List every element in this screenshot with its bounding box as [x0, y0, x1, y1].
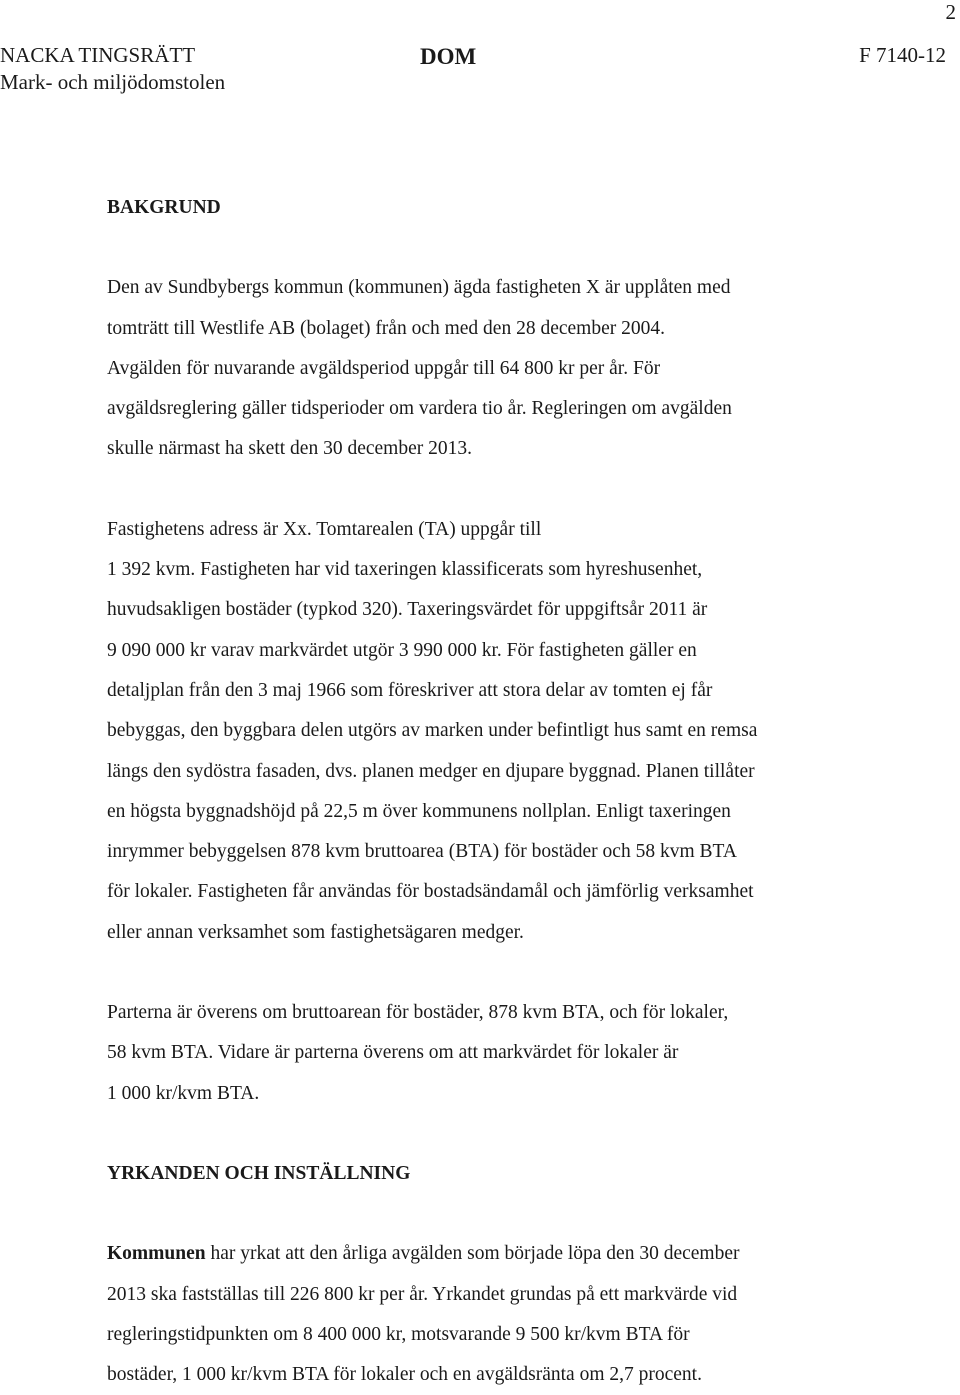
document-type: DOM — [420, 44, 477, 69]
section-heading-bakgrund: BAKGRUND — [107, 197, 221, 218]
text-line: 1 392 kvm. Fastigheten har vid taxeringen klassificerats som hyreshusenhet, — [107, 559, 703, 581]
page-number: 2 — [945, 0, 956, 24]
text-segment: har yrkat att den årliga avgälden som började löpa den 30 december — [205, 1243, 740, 1265]
document-body — [107, 188, 907, 1395]
text-line: inrymmer bebyggelsen 878 kvm bruttoarea (BTA) för bostäder och 58 kvm BTA — [107, 841, 737, 863]
text-line: skulle närmast ha skett den 30 december 2013. — [107, 438, 472, 460]
text-line: Avgälden för nuvarande avgäldsperiod uppgår till 64 800 kr per år. För — [107, 357, 661, 379]
text-line: avgäldsreglering gäller tidsperioder om vardera tio år. Regleringen om avgälden — [107, 398, 732, 420]
text-line: huvudsakligen bostäder (typkod 320). Taxeringsvärdet för uppgiftsår 2011 är — [107, 599, 708, 621]
text-line: tomträtt till Westlife AB (bolaget) från och med den 28 december 2004. — [107, 317, 665, 339]
paragraph-background-2 — [107, 510, 907, 953]
text-line: 1 000 kr/kvm BTA. — [107, 1082, 260, 1104]
text-line: bebyggas, den byggbara delen utgörs av marken under befintligt hus samt en remsa — [107, 720, 758, 742]
paragraph-claims-1 — [107, 1234, 907, 1395]
text-line: Den av Sundbybergs kommun (kommunen) ägda fastigheten X är upplåten med — [107, 277, 731, 299]
section-heading-yrkanden: YRKANDEN OCH INSTÄLLNING — [107, 1162, 411, 1184]
text-line: eller annan verksamhet som fastighetsägaren medger. — [107, 921, 524, 943]
text-line: 9 090 000 kr varav markvärdet utgör 3 990 000 kr. För fastigheten gäller en — [107, 639, 697, 661]
case-number: F 7140-12 — [859, 43, 946, 67]
paragraph-background-3 — [107, 993, 907, 1114]
text-line: 2013 ska fastställas till 226 800 kr per år. Yrkandet grundas på ett markvärde vid — [107, 1283, 738, 1305]
text-line: bostäder, 1 000 kr/kvm BTA för lokaler och en avgäldsränta om 2,7 procent. — [107, 1364, 702, 1386]
text-line: Fastighetens adress är Xx. Tomtarealen (TA) uppgår till — [107, 518, 542, 540]
text-line: detaljplan från den 3 maj 1966 som föreskriver att stora delar av tomten ej får — [107, 679, 713, 701]
text-line: för lokaler. Fastigheten får användas för bostadsändamål och jämförlig verksamhet — [107, 881, 754, 903]
text-line: 58 kvm BTA. Vidare är parterna överens om att markvärdet för lokaler är — [107, 1042, 679, 1064]
text-line: Parterna är överens om bruttoarean för bostäder, 878 kvm BTA, och för lokaler, — [107, 1002, 729, 1024]
text-line: regleringstidpunkten om 8 400 000 kr, motsvarande 9 500 kr/kvm BTA för — [107, 1323, 690, 1345]
text-line: längs den sydöstra fasaden, dvs. planen medger en djupare byggnad. Planen tillåter — [107, 760, 755, 782]
text-line: en högsta byggnadshöjd på 22,5 m över kommunens nollplan. Enligt taxeringen — [107, 800, 731, 822]
paragraph-background-1 — [107, 268, 907, 469]
court-division: Mark- och miljödomstolen — [0, 70, 226, 94]
court-name: NACKA TINGSRÄTT — [0, 43, 196, 67]
text-line — [107, 1234, 907, 1274]
court-header — [0, 42, 225, 96]
party-name-kommunen: Kommunen — [107, 1243, 206, 1265]
